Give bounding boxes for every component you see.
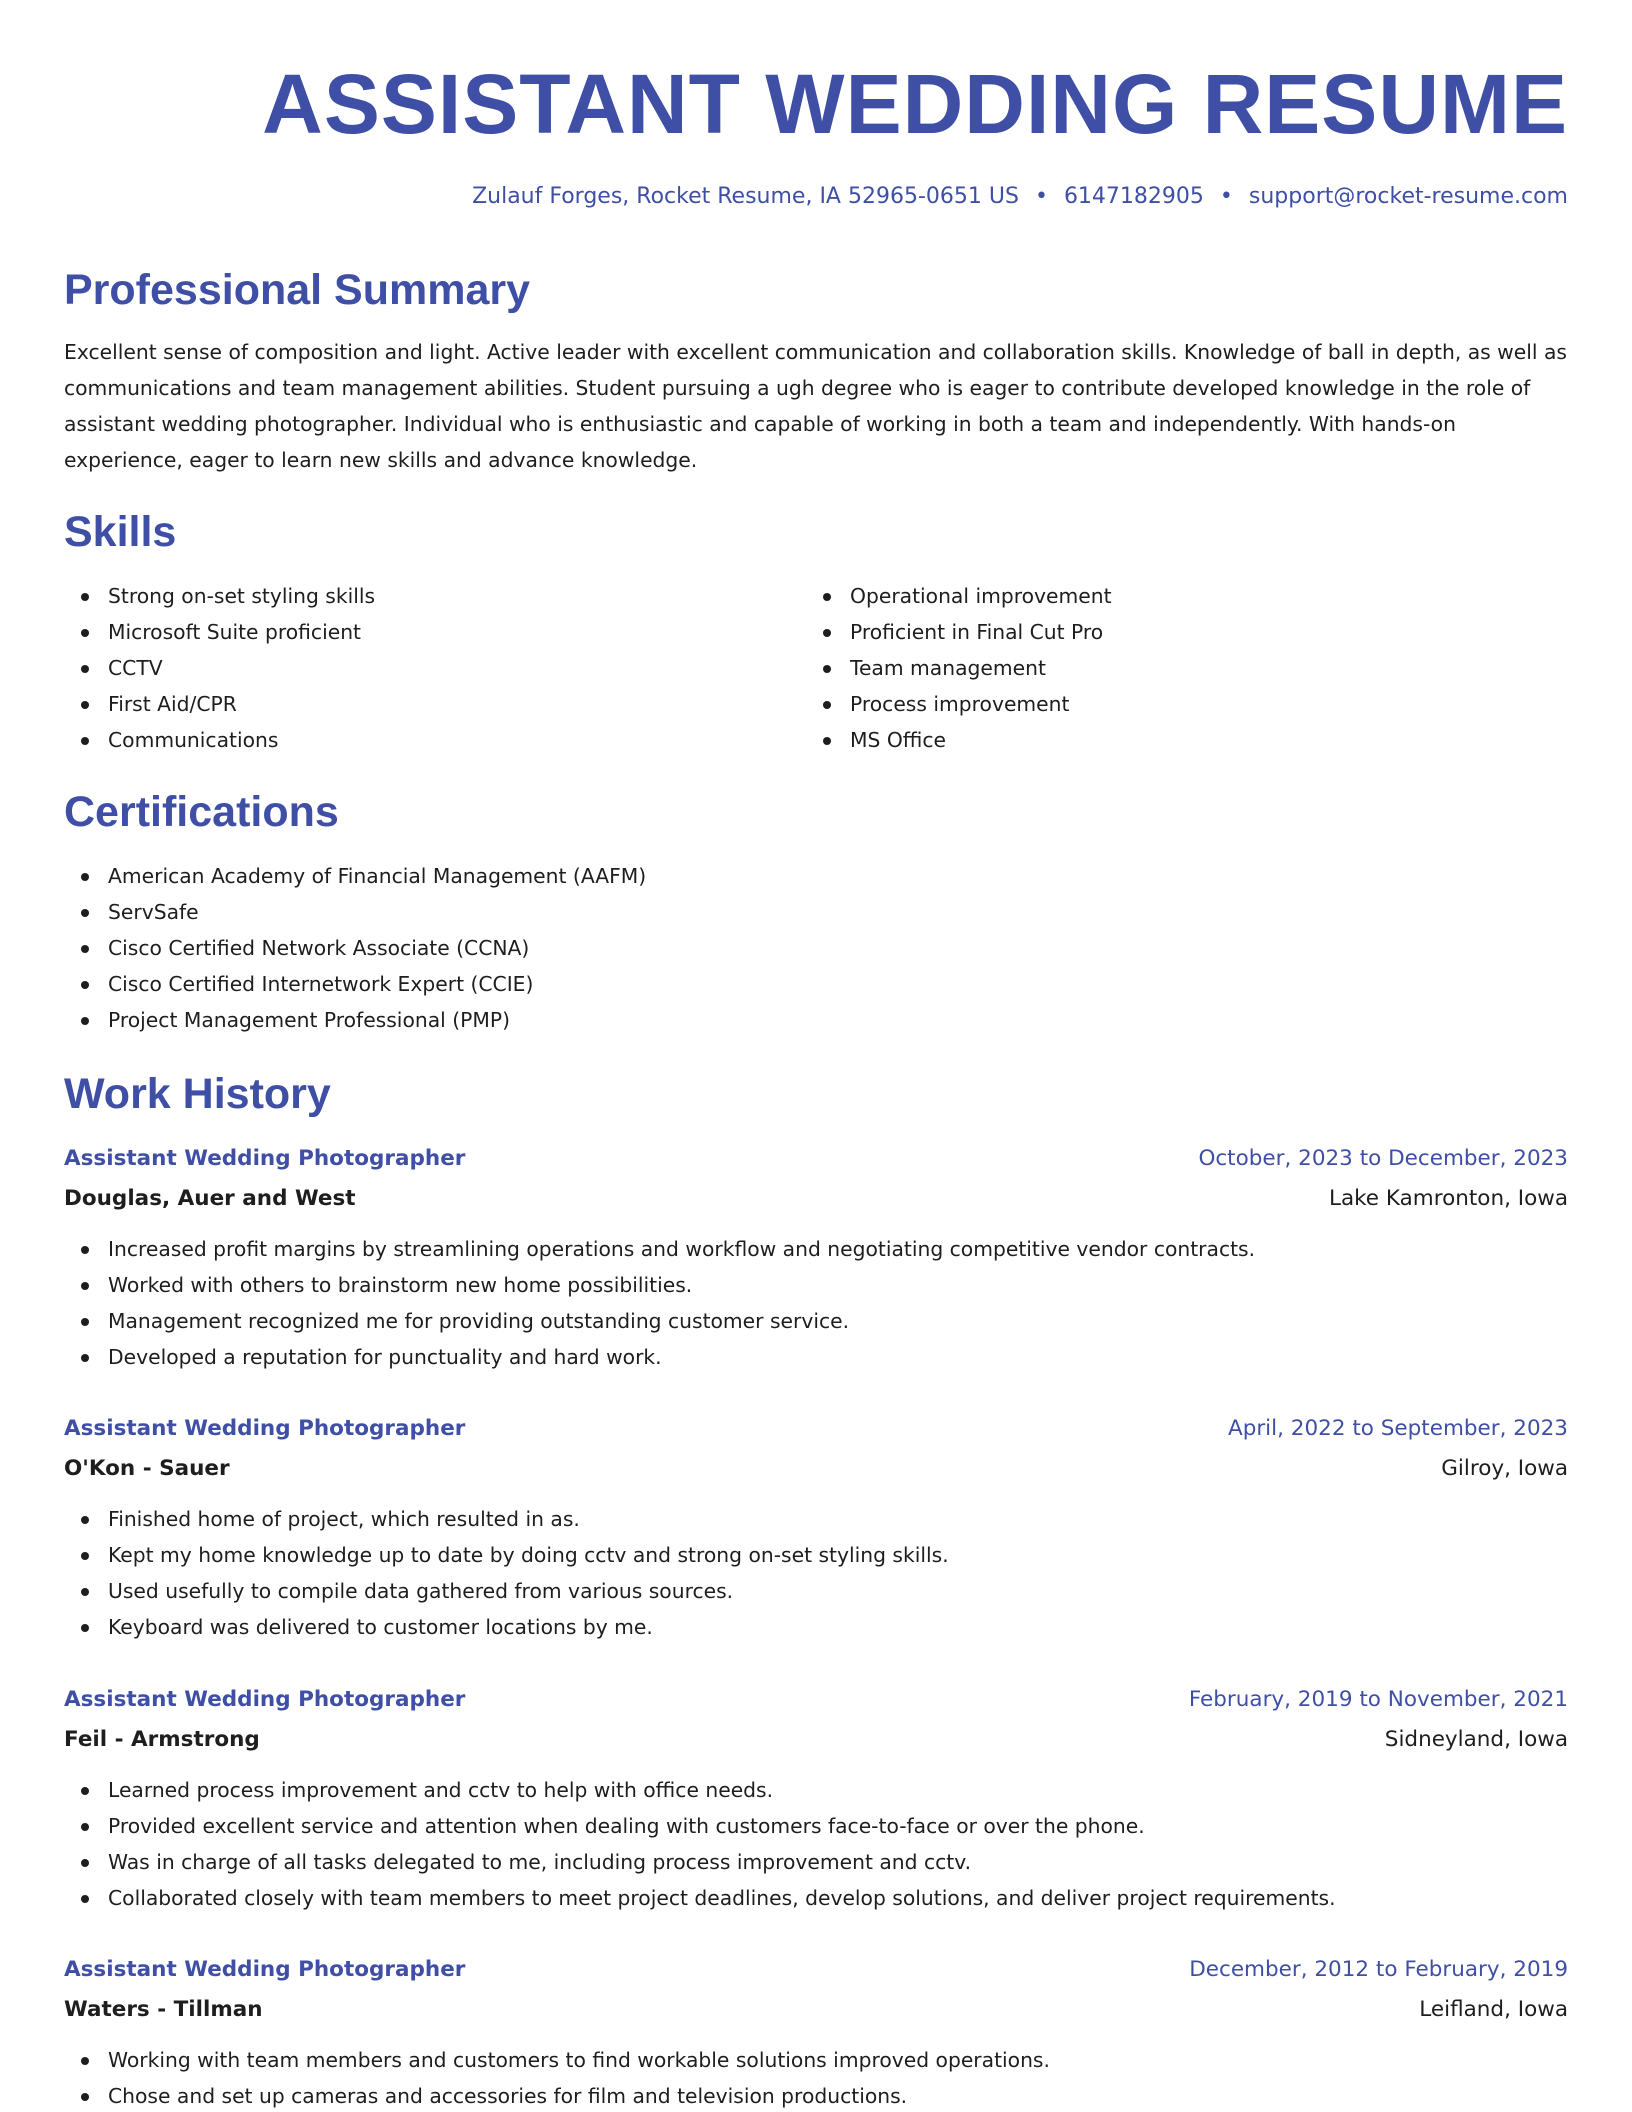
job-dates: October, 2023 to December, 2023 — [1198, 1146, 1568, 1171]
job-entry — [64, 1139, 1568, 1375]
job-bullets — [64, 1231, 1568, 1375]
contact-phone: 6147182905 — [1063, 184, 1204, 209]
resume-page — [64, 0, 1568, 2112]
contact-separator: • — [1219, 184, 1233, 209]
job-dates: April, 2022 to September, 2023 — [1227, 1416, 1568, 1441]
contact-separator: • — [1034, 184, 1048, 209]
job-bullet: Keyboard was delivered to customer locations by me. — [64, 1609, 1568, 1645]
skills-list-right — [806, 578, 1112, 758]
job-bullet: Used usefully to compile data gathered from various sources. — [64, 1573, 1568, 1609]
job-bullet: Kept my home knowledge up to date by doing cctv and strong on-set styling skills. — [64, 1537, 1568, 1573]
skill-item: Proficient in Final Cut Pro — [806, 614, 1112, 650]
job-bullets — [64, 1501, 1568, 1645]
job-bullet: Was in charge of all tasks delegated to me, including process improvement and cctv. — [64, 1844, 1568, 1880]
skill-item: First Aid/CPR — [64, 686, 375, 722]
certification-item: American Academy of Financial Management (AAFM) — [64, 858, 646, 894]
section-title-certifications: Certifications — [64, 788, 339, 836]
job-entry — [64, 1680, 1568, 1916]
job-bullet: Increased profit margins by streamlining operations and workflow and negotiating competitive vendor contracts. — [64, 1231, 1568, 1267]
skill-item: Process improvement — [806, 686, 1112, 722]
certification-item: Cisco Certified Internetwork Expert (CCIE) — [64, 966, 646, 1002]
job-dates: February, 2019 to November, 2021 — [1188, 1687, 1568, 1712]
job-company: Feil - Armstrong — [64, 1727, 260, 1752]
job-bullet: Management recognized me for providing outstanding customer service. — [64, 1303, 1568, 1339]
job-bullet: Developed a reputation for punctuality and hard work. — [64, 1339, 1568, 1375]
job-company: Douglas, Auer and West — [64, 1186, 356, 1211]
job-entry — [64, 1409, 1568, 1645]
job-bullet: Chose and set up cameras and accessories for film and television productions. — [64, 2078, 1568, 2112]
job-bullet: Provided excellent service and attention when dealing with customers face-to-face or over the phone. — [64, 1808, 1568, 1844]
job-entry — [64, 1950, 1568, 2112]
certifications-list — [64, 858, 646, 1038]
skill-item: CCTV — [64, 650, 375, 686]
contact-line — [472, 180, 1568, 214]
contact-email[interactable]: support@rocket-resume.com — [1248, 184, 1568, 209]
job-bullet: Collaborated closely with team members to meet project deadlines, develop solutions, and deliver project requirements. — [64, 1880, 1568, 1916]
skill-item: MS Office — [806, 722, 1112, 758]
skill-item: Communications — [64, 722, 375, 758]
section-title-work-history: Work History — [64, 1070, 331, 1118]
job-company: Waters - Tillman — [64, 1997, 263, 2022]
job-location: Leifland, Iowa — [1419, 1997, 1568, 2022]
skill-item: Strong on-set styling skills — [64, 578, 375, 614]
job-location: Lake Kamronton, Iowa — [1328, 1186, 1568, 1211]
certification-item: Cisco Certified Network Associate (CCNA) — [64, 930, 646, 966]
job-bullet: Worked with others to brainstorm new home possibilities. — [64, 1267, 1568, 1303]
certification-item: Project Management Professional (PMP) — [64, 1002, 646, 1038]
job-company: O'Kon - Sauer — [64, 1456, 230, 1481]
job-title: Assistant Wedding Photographer — [64, 1416, 466, 1441]
job-bullets — [64, 2042, 1568, 2112]
contact-address: Zulauf Forges, Rocket Resume, IA 52965-0651 US — [472, 184, 1019, 209]
summary-text: Excellent sense of composition and light. Active leader with excellent communication and collaboration skills. Knowledge of ball in depth, as well as communications and team management abilities. Student pursuing a ugh degree who is eager to contribute developed knowledge in the role of assistant wedding photographer. Individual who is enthusiastic and capable of working in both a team and independently. With hands-on experience, eager to learn new skills and advance knowledge. — [64, 340, 1567, 472]
certification-item: ServSafe — [64, 894, 646, 930]
skill-item: Microsoft Suite proficient — [64, 614, 375, 650]
job-location: Sidneyland, Iowa — [1384, 1727, 1568, 1752]
job-bullets — [64, 1772, 1568, 1916]
skill-item: Operational improvement — [806, 578, 1112, 614]
job-title: Assistant Wedding Photographer — [64, 1687, 466, 1712]
section-title-summary: Professional Summary — [64, 266, 531, 314]
job-bullet: Learned process improvement and cctv to help with office needs. — [64, 1772, 1568, 1808]
job-title: Assistant Wedding Photographer — [64, 1957, 466, 1982]
job-bullet: Working with team members and customers to find workable solutions improved operations. — [64, 2042, 1568, 2078]
skills-list-left — [64, 578, 375, 758]
job-dates: December, 2012 to February, 2019 — [1189, 1957, 1568, 1982]
section-title-skills: Skills — [64, 508, 177, 556]
skill-item: Team management — [806, 650, 1112, 686]
resume-title: ASSISTANT WEDDING RESUME — [262, 57, 1568, 151]
job-title: Assistant Wedding Photographer — [64, 1146, 466, 1171]
job-location: Gilroy, Iowa — [1441, 1456, 1568, 1481]
job-bullet: Finished home of project, which resulted in as. — [64, 1501, 1568, 1537]
